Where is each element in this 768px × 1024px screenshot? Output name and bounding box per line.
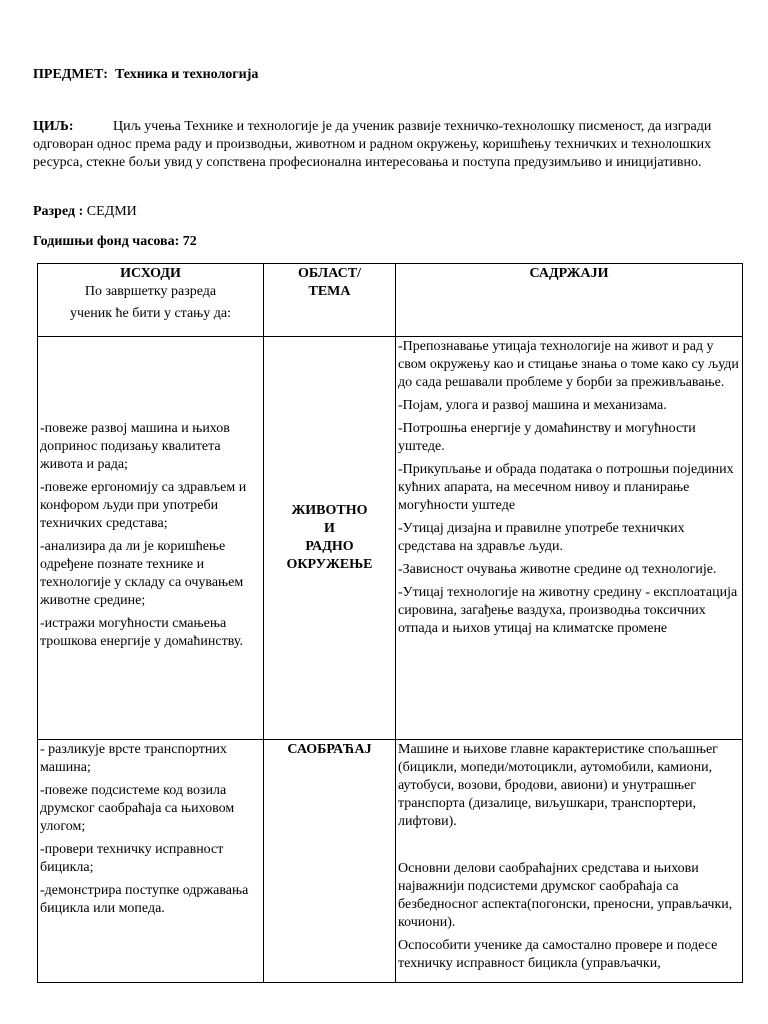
goal-label: ЦИЉ: [33,119,74,134]
outcome-item: - разликује врсте транспортних машина; [40,742,227,775]
content-item: -Потрошња енергије у домаћинству и могућности уштеде. [398,421,696,454]
table-header-row [38,264,743,337]
content-item: Машине и њихове главне карактеристике спољашњег (бицикли, мопеди/мотоцикли, аутомобили, камиони, аутобуси, возови, бродови, авиони) и унутрашњег транспорта (дизалице, виљушкари, транспортери, лифтови). [398,742,718,829]
outcome-item: -анализира да ли је коришћење одређене познате технике и технологије у складу са очувањем животне средине; [40,539,244,608]
content-item: -Прикупљање и обрада података о потрошњи појединих кућних апарата, на месечном нивоу и планирање могућности уштеде [398,462,734,513]
goal-paragraph [33,118,738,172]
outcomes-subtitle-1: По завршетку разреда [84,284,217,299]
subject-line [33,66,258,84]
outcome-item: -повеже ергономију са здрављем и конфором људи при употреби техничких средстава; [40,480,247,531]
content-item: Оспособити ученике да самостално провере и подесе техничку исправност бицикла (управљачки, [398,938,718,971]
area-cell [264,740,396,983]
goal-text: Циљ учења Технике и технологије је да ученик развије техничко-технолошку писменост, да изгради одговоран однос према раду и производњи, животном и радном окружењу, коришћењу техничких и технолошких ресурса, стекне бољи увид у сопствена професионална интересовања и поступа предузимљиво и иницијативно. [33,119,712,170]
area-cell [264,337,396,740]
contents-cell [396,337,743,740]
outcomes-cell [38,337,264,740]
area-header-line-1: ОБЛАСТ/ [298,266,361,281]
outcome-item: -повеже развој машина и њихов допринос подизању квалитета живота и рада; [40,421,230,472]
grade-value: СЕДМИ [86,204,137,219]
content-item: -Препознавање утицаја технологије на живот и рад у свом окружењу као и стицање знања о томе како су људи до сада решавали проблеме у борби за преживљавање. [398,339,739,390]
area-header [264,264,396,337]
area-line: САОБРАЋАЈ [287,742,372,757]
outcome-item: -повеже подсистеме код возила друмског саобраћаја са њиховом улогом; [40,783,235,834]
area-line: ОКРУЖЕЊЕ [286,557,373,572]
content-item: -Појам, улога и развој машина и механизама. [398,398,667,413]
area-header-line-2: ТЕМА [308,284,351,299]
outcomes-header [38,264,264,337]
content-item: Основни делови саобраћајних средстава и њихови најважнији подсистеми друмског саобраћаја са безбедносног аспекта(погонски, преносни, управљачки, кочиони). [398,861,733,930]
contents-cell [396,740,743,983]
outcome-item: -истражи могућности смањења трошкова енергије у домаћинству. [40,616,243,649]
grade-label: Разред : [33,204,84,219]
outcome-item: -демонстрира поступке одржавања бицикла или мопеда. [40,883,249,916]
outcomes-cell [38,740,264,983]
subject-value: Техника и технологија [114,67,259,82]
area-line: И [324,521,335,536]
area-line: ЖИВОТНО [291,503,368,518]
outcome-item: -провери техничку исправност бицикла; [40,842,224,875]
content-item: -Утицај дизајна и правилне употребе техничких средстава на здравље људи. [398,521,685,554]
contents-header: САДРЖАЈИ [396,264,743,337]
curriculum-table [37,263,743,983]
annual-hours-line: Годишњи фонд часова: 72 [33,234,197,249]
content-item: -Зависност очувања животне средине од технологије. [398,562,717,577]
outcomes-subtitle-2: ученик ће бити у стању да: [69,306,232,321]
area-line: РАДНО [305,539,354,554]
table-row [38,337,743,740]
outcomes-title: ИСХОДИ [120,266,181,281]
content-item: -Утицај технологије на животну средину - експлоатација сировина, загађење ваздуха, производња токсичних отпада и њихов утицај на климатске промене [398,585,738,636]
table-row [38,740,743,983]
subject-label: ПРЕДМЕТ: [33,67,108,82]
grade-line [33,203,137,221]
